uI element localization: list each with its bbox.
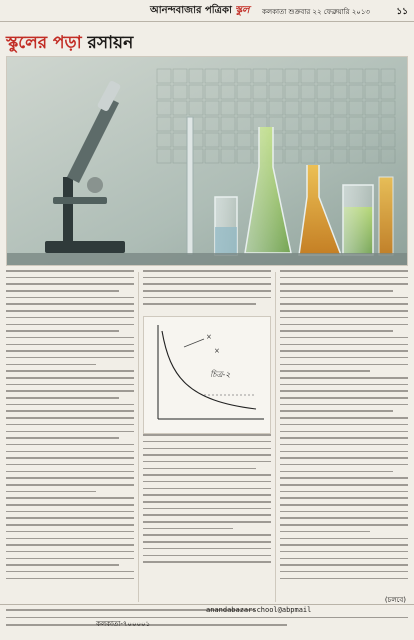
title-accent: স্কুলের পড়া <box>6 33 82 53</box>
footer-address: কলকাতা-৭০০০০১ <box>96 620 151 628</box>
article-title <box>6 30 133 58</box>
hero-photo-lab-glassware <box>6 56 408 266</box>
to-be-continued: (চলবে) <box>384 596 406 604</box>
svg-text:×: × <box>214 347 220 355</box>
page-number: ১১ <box>396 7 408 17</box>
svg-text:×: × <box>206 333 212 341</box>
article-column-3 <box>280 270 408 590</box>
footer-email[interactable]: anandabazarschool@abpmail <box>206 606 312 614</box>
section-tag: স্কুল <box>234 5 250 16</box>
title-rest: রসায়ন <box>81 33 134 53</box>
lab-illustration <box>7 57 408 266</box>
masthead <box>0 0 414 22</box>
article-column-1 <box>6 270 134 590</box>
paper-name-text: আনন্দবাজার পত্রিকা <box>150 5 232 16</box>
column-divider <box>275 272 276 602</box>
figure-2-graph <box>143 316 271 434</box>
paper-name <box>150 3 250 18</box>
issue-date: কলকাতা শুক্রবার ২২ ফেব্রুয়ারি ২০১৩ <box>262 8 370 16</box>
figure-label: চিত্র-২ <box>210 370 231 379</box>
graph-sketch <box>144 317 270 433</box>
column-divider <box>138 272 139 602</box>
